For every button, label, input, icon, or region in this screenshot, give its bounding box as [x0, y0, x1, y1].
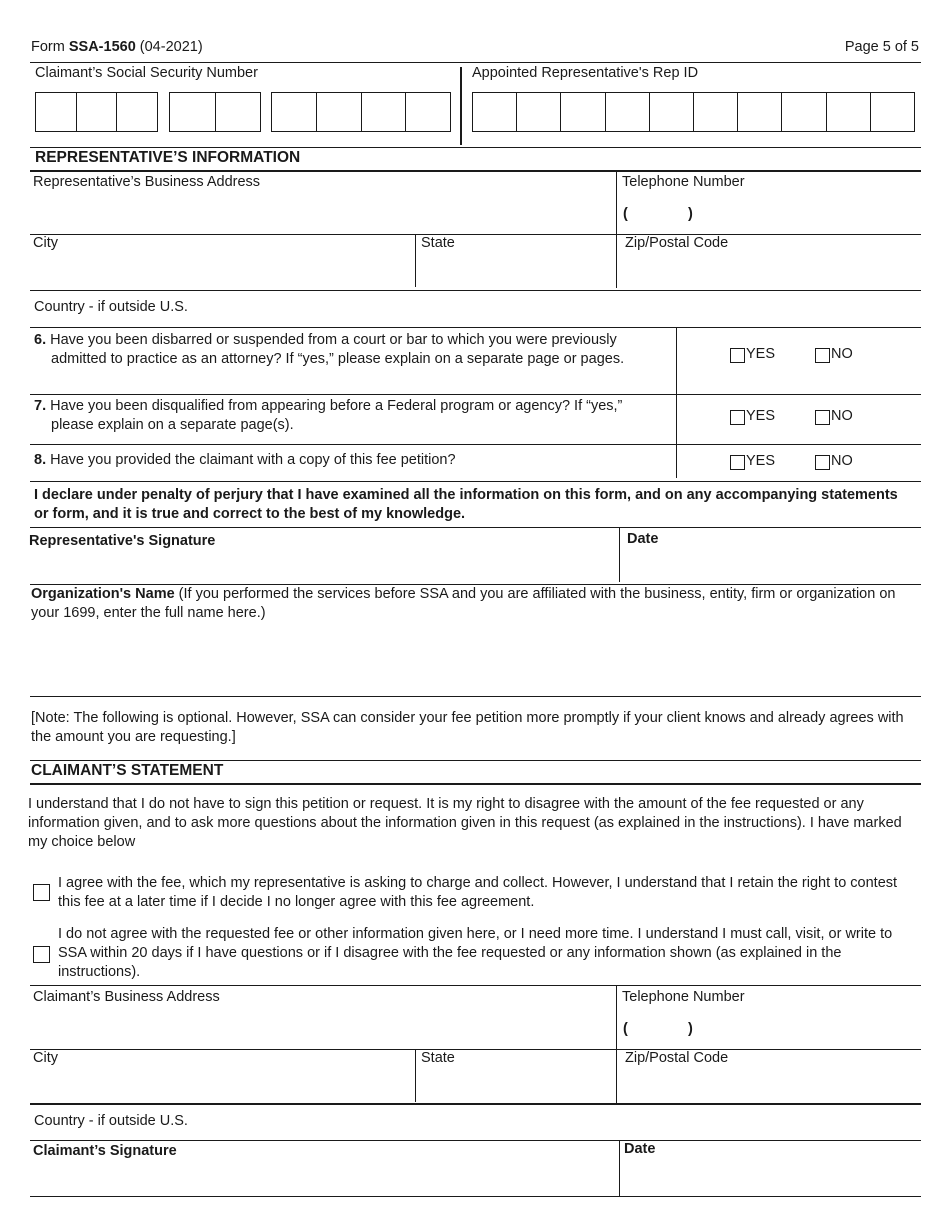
- form-id: Form SSA-1560 (04-2021): [31, 39, 203, 55]
- rep-city-label: City: [33, 235, 58, 251]
- rep-country-label: Country - if outside U.S.: [34, 299, 188, 315]
- agree-checkbox[interactable]: [33, 884, 50, 901]
- disagree-checkbox[interactable]: [33, 946, 50, 963]
- rep-info-heading: REPRESENTATIVE’S INFORMATION: [35, 149, 301, 166]
- rep-id-input[interactable]: [472, 92, 915, 132]
- claimant-signature-field[interactable]: [30, 1163, 615, 1195]
- q6-yes-checkbox[interactable]: [730, 348, 745, 363]
- ssn-input-group-3[interactable]: [271, 92, 451, 132]
- page-number: Page 5 of 5: [844, 39, 919, 55]
- claimant-address-field[interactable]: [30, 1008, 615, 1048]
- claimant-phone-open-paren: (: [623, 1021, 628, 1037]
- optional-note: [Note: The following is optional. However, SSA can consider your fee petition more promptly if your client knows and already agrees with the amount you are requesting.]: [31, 710, 904, 745]
- claimant-address-label: Claimant’s Business Address: [33, 989, 220, 1005]
- claimant-country-field[interactable]: [220, 1106, 920, 1138]
- rep-address-field[interactable]: [30, 193, 615, 233]
- claimant-intro: I understand that I do not have to sign this petition or request. It is my right to disagree with the amount of the fee requested or any information given, and to ask more questions about the information given in this request (as explained in the instructions). I have marked my choice below: [28, 796, 902, 850]
- ssn-input-group-2[interactable]: [169, 92, 261, 132]
- rep-signature-field[interactable]: [30, 552, 615, 582]
- claimant-city-field[interactable]: [30, 1068, 413, 1102]
- question-6: 6. Have you been disbarred or suspended from a court or bar to which you were previously admitted to practice as an attorney? If “yes,” please explain on a separate page or pages.: [34, 332, 625, 367]
- organization-name-field[interactable]: [30, 626, 918, 694]
- claimant-date-label: Date: [624, 1141, 656, 1157]
- agree-option-text: I agree with the fee, which my representative is asking to charge and collect. However, I understand that I retain the right to contest this fee at a later time if I decide I no longer agree with this fee agreement.: [58, 875, 898, 910]
- q8-no-checkbox[interactable]: [815, 455, 830, 470]
- perjury-declaration: I declare under penalty of perjury that I have examined all the information on this form, and on any accompanying statements or form, and it is true and correct to the best of my knowledge.: [34, 487, 898, 522]
- rep-zip-label: Zip/Postal Code: [625, 235, 729, 251]
- question-8: 8. Have you provided the claimant with a copy of this fee petition?: [34, 452, 456, 468]
- q6-no-label: NO: [831, 346, 853, 362]
- rep-state-label: State: [421, 235, 455, 251]
- rep-zip-field[interactable]: [618, 253, 918, 287]
- rep-address-label: Representative’s Business Address: [33, 174, 261, 190]
- rep-signature-label: Representative's Signature: [29, 533, 216, 549]
- ssn-label: Claimant’s Social Security Number: [35, 65, 258, 81]
- claimant-phone-close-paren: ): [688, 1021, 693, 1037]
- claimant-phone-label: Telephone Number: [622, 989, 745, 1005]
- rep-date-field[interactable]: [622, 550, 918, 582]
- disagree-option-text: I do not agree with the requested fee or other information given here, or I need more time. I understand I must call, visit, or write to SSA within 20 days if I have questions or if I disagree with the fee requested or any information shown (as explained in the instructions).: [58, 926, 893, 980]
- rep-phone-open-paren: (: [623, 206, 628, 222]
- rep-date-label: Date: [627, 531, 659, 547]
- rep-phone-label: Telephone Number: [622, 174, 745, 190]
- rep-phone-field[interactable]: [618, 196, 918, 232]
- claimant-date-field[interactable]: [622, 1160, 918, 1194]
- q6-no-checkbox[interactable]: [815, 348, 830, 363]
- rep-city-field[interactable]: [30, 253, 413, 287]
- q8-no-label: NO: [831, 453, 853, 469]
- claimant-phone-field[interactable]: [618, 1011, 918, 1047]
- claimant-state-field[interactable]: [417, 1068, 614, 1102]
- q7-no-checkbox[interactable]: [815, 410, 830, 425]
- claimant-statement-heading: CLAIMANT’S STATEMENT: [31, 762, 224, 779]
- q7-no-label: NO: [831, 408, 853, 424]
- rep-id-label: Appointed Representative's Rep ID: [472, 65, 699, 81]
- claimant-zip-label: Zip/Postal Code: [625, 1050, 729, 1066]
- q7-yes-checkbox[interactable]: [730, 410, 745, 425]
- q8-yes-label: YES: [746, 453, 776, 469]
- q7-yes-label: YES: [746, 408, 776, 424]
- claimant-zip-field[interactable]: [618, 1068, 918, 1102]
- claimant-city-label: City: [33, 1050, 58, 1066]
- rep-phone-close-paren: ): [688, 206, 693, 222]
- claimant-signature-label: Claimant’s Signature: [33, 1143, 177, 1159]
- claimant-state-label: State: [421, 1050, 455, 1066]
- rep-country-field[interactable]: [220, 293, 920, 325]
- q8-yes-checkbox[interactable]: [730, 455, 745, 470]
- claimant-country-label: Country - if outside U.S.: [34, 1113, 188, 1129]
- ssn-input-group-1[interactable]: [35, 92, 158, 132]
- organization-label: Organization's Name (If you performed the services before SSA and you are affiliated with the business, entity, firm or organization on your 1699, enter the full name here.): [31, 586, 896, 621]
- q6-yes-label: YES: [746, 346, 776, 362]
- question-7: 7. Have you been disqualified from appearing before a Federal program or agency? If “yes,” please explain on a separate page(s).: [34, 398, 623, 433]
- rep-state-field[interactable]: [417, 253, 614, 287]
